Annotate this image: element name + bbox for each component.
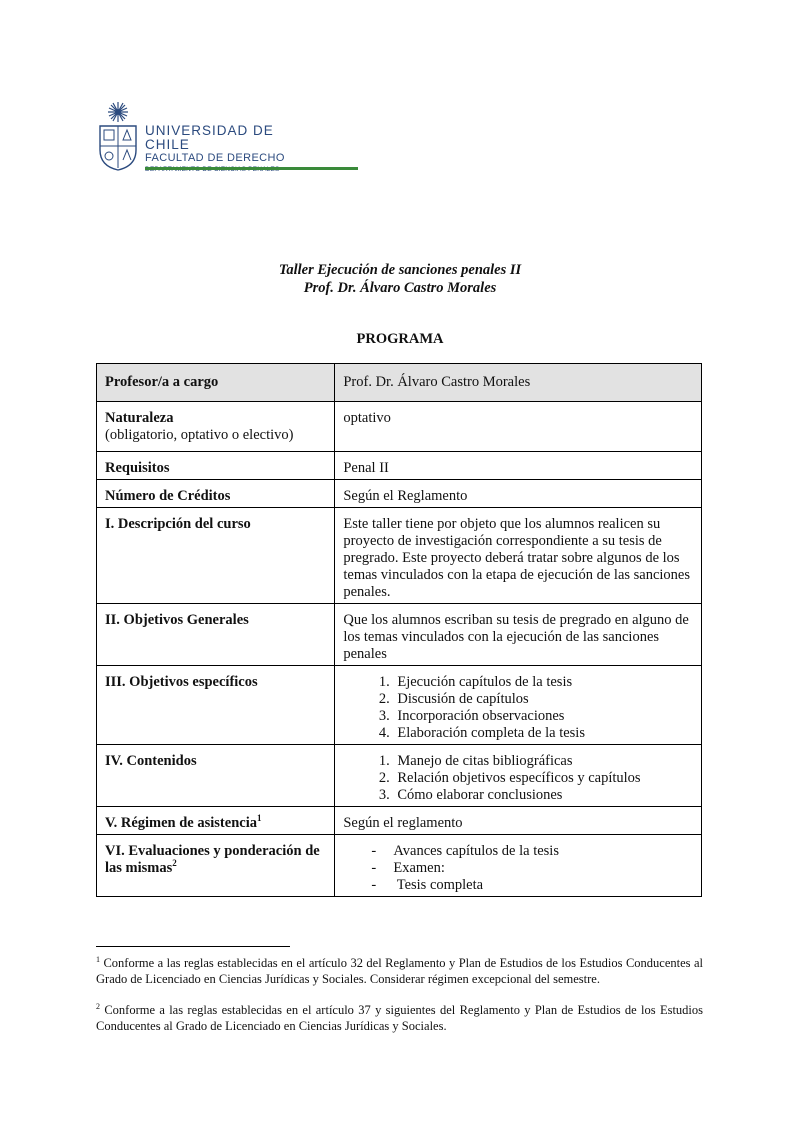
row-profesor [97, 364, 702, 402]
label-naturaleza-cell [97, 402, 335, 452]
row-objetivos-generales [97, 604, 702, 666]
row-descripcion [97, 508, 702, 604]
course-title: Taller Ejecución de sanciones penales II [278, 262, 522, 278]
value-creditos: Según el Reglamento [335, 480, 702, 508]
program-table [96, 363, 702, 897]
row-asistencia [97, 807, 702, 835]
footnote-separator [96, 946, 290, 947]
label-objetivos-generales: II. Objetivos Generales [97, 604, 335, 666]
contenidos-list [343, 753, 693, 804]
label-requisitos: Requisitos [97, 452, 335, 480]
list-item: 2. Discusión de capítulos [393, 691, 693, 708]
footnote-1 [96, 955, 703, 987]
programa-heading: PROGRAMA [356, 331, 444, 347]
university-crest-icon [96, 100, 140, 172]
value-objetivos-especificos [335, 666, 702, 745]
course-professor: Prof. Dr. Álvaro Castro Morales [303, 280, 497, 296]
list-item: 1. Ejecución capítulos de la tesis [393, 674, 693, 691]
value-profesor: Prof. Dr. Álvaro Castro Morales [335, 364, 702, 402]
objetivos-especificos-list [343, 674, 693, 742]
footnote-number: 1 [96, 954, 100, 964]
footnote-text: Conforme a las reglas establecidas en el artículo 32 del Reglamento y Plan de Estudios de los Estudios Conducentes al Grado de Licenciado en Ciencias Jurídicas y Sociales. Considerar régimen excepcional del semestre. [96, 956, 704, 986]
label-evaluaciones-cell [97, 835, 335, 897]
value-descripcion: Este taller tiene por objeto que los alumnos realicen su proyecto de investigación correspondiente a su tesis de pregrado. Este proyecto deberá tratar sobre algunos de los temas vinculados con la etapa de ejecución de las sanciones penales. [335, 508, 702, 604]
label-profesor: Profesor/a a cargo [97, 364, 335, 402]
footnote-number: 2 [96, 1001, 100, 1011]
label-asistencia-cell [97, 807, 335, 835]
label-asistencia: V. Régimen de asistencia [105, 815, 257, 831]
label-objetivos-especificos: III. Objetivos específicos [97, 666, 335, 745]
logo-faculty: FACULTAD DE DERECHO [145, 152, 285, 164]
label-evaluaciones: VI. Evaluaciones y ponderación de las mismas [105, 843, 320, 876]
value-evaluaciones [335, 835, 702, 897]
row-objetivos-especificos [97, 666, 702, 745]
row-naturaleza [97, 402, 702, 452]
row-creditos [97, 480, 702, 508]
list-item: - Avances capítulos de la tesis [371, 843, 693, 860]
footnote-text: Conforme a las reglas establecidas en el artículo 37 y siguientes del Reglamento y Plan de Estudios de los Estudios Conducentes al Grado de Licenciado en Ciencias Jurídicas y Sociales. [96, 1003, 703, 1033]
footnote-2 [96, 1002, 703, 1034]
label-contenidos: IV. Contenidos [97, 745, 335, 807]
value-naturaleza: optativo [335, 402, 702, 452]
row-evaluaciones [97, 835, 702, 897]
list-item: 2. Relación objetivos específicos y capítulos [393, 770, 693, 787]
list-item: 3. Cómo elaborar conclusiones [393, 787, 693, 804]
label-descripcion: I. Descripción del curso [97, 508, 335, 604]
row-requisitos [97, 452, 702, 480]
logo-university: UNIVERSIDAD DE CHILE [145, 123, 274, 152]
logo-green-rule [145, 167, 358, 170]
list-item: 1. Manejo de citas bibliográficas [393, 753, 693, 770]
value-contenidos [335, 745, 702, 807]
label-naturaleza: Naturaleza [105, 410, 174, 426]
list-item: - Examen: [371, 860, 693, 877]
list-item: 4. Elaboración completa de la tesis [393, 725, 693, 742]
row-contenidos [97, 745, 702, 807]
label-creditos: Número de Créditos [97, 480, 335, 508]
sublabel-naturaleza: (obligatorio, optativo o electivo) [105, 427, 294, 443]
value-objetivos-generales: Que los alumnos escriban su tesis de pregrado en alguno de los temas vinculados con la ejecución de las sanciones penales [335, 604, 702, 666]
value-requisitos: Penal II [335, 452, 702, 480]
evaluaciones-list [343, 843, 693, 894]
value-asistencia: Según el reglamento [335, 807, 702, 835]
list-item: - Tesis completa [371, 877, 693, 894]
footnote-ref-2: 2 [172, 858, 177, 869]
footnote-ref-1: 1 [256, 813, 262, 824]
list-item: 3. Incorporación observaciones [393, 708, 693, 725]
university-logo [96, 100, 286, 174]
